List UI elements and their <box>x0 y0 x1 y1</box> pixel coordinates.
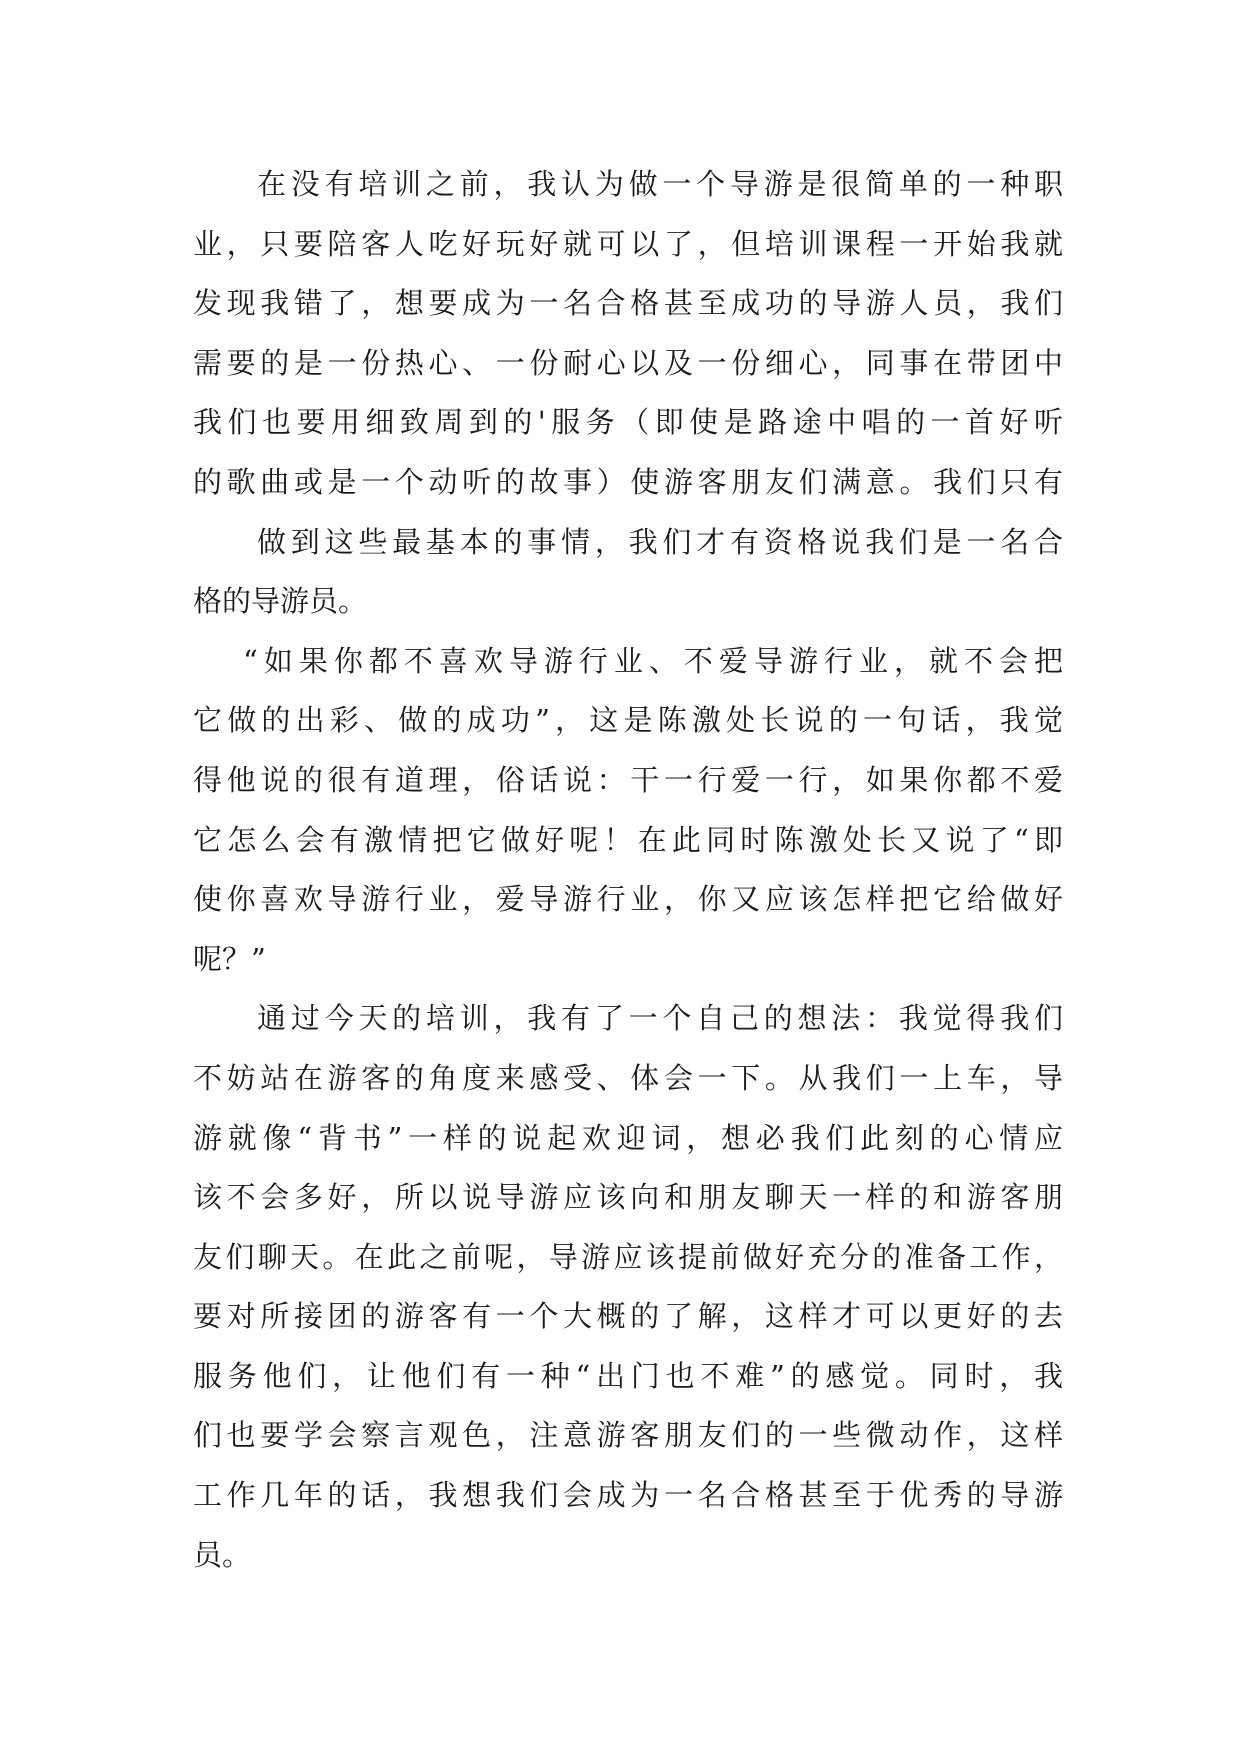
text-line: 游就像“背书”一样的说起欢迎词，想必我们此刻的心情应 <box>193 1120 1063 1155</box>
text-line: 得他说的很有道理，俗话说：干一行爱一行，如果你都不爱 <box>193 762 1063 797</box>
text-line: 友们聊天。在此之前呢，导游应该提前做好充分的准备工作， <box>193 1239 1063 1274</box>
text-line: 业，只要陪客人吃好玩好就可以了，但培训课程一开始我就 <box>193 226 1063 261</box>
text-line: 它做的出彩、做的成功”，这是陈激处长说的一句话，我觉 <box>193 703 1063 738</box>
text-line: 格的导游员。 <box>193 584 368 619</box>
document-body <box>193 155 1063 1585</box>
text-line: 们也要学会察言观色，注意游客朋友们的一些微动作，这样 <box>193 1418 1063 1453</box>
text-line: 要对所接团的游客有一个大概的了解，这样才可以更好的去 <box>193 1299 1063 1334</box>
text-line: 我们也要用细致周到的'服务（即使是路途中唱的一首好听 <box>193 405 1063 440</box>
text-line: 的歌曲或是一个动听的故事）使游客朋友们满意。我们只有 <box>193 464 1063 499</box>
text-line: 服务他们，让他们有一种“出门也不难”的感觉。同时，我 <box>193 1358 1063 1393</box>
text-line: 工作几年的话，我想我们会成为一名合格甚至于优秀的导游 <box>193 1478 1063 1513</box>
text-line: 通过今天的培训，我有了一个自己的想法：我觉得我们 <box>257 1001 1063 1036</box>
text-line: 该不会多好，所以说导游应该向和朋友聊天一样的和游客朋 <box>193 1180 1063 1215</box>
text-line: 它怎么会有激情把它做好呢！在此同时陈激处长又说了“即 <box>193 822 1063 857</box>
text-line: 使你喜欢导游行业，爱导游行业，你又应该怎样把它给做好 <box>193 882 1063 917</box>
text-line: 在没有培训之前，我认为做一个导游是很简单的一种职 <box>257 167 1063 201</box>
text-line: 呢？” <box>193 941 266 976</box>
text-line: 员。 <box>193 1537 252 1572</box>
text-line: 需要的是一份热心、一份耐心以及一份细心，同事在带团中 <box>193 345 1063 380</box>
text-line: 发现我错了，想要成为一名合格甚至成功的导游人员，我们 <box>193 286 1063 321</box>
text-line: “如果你都不喜欢导游行业、不爱导游行业，就不会把 <box>243 643 1063 678</box>
text-line: 不妨站在游客的角度来感受、体会一下。从我们一上车，导 <box>193 1060 1063 1095</box>
text-line: 做到这些最基本的事情，我们才有资格说我们是一名合 <box>257 524 1063 559</box>
